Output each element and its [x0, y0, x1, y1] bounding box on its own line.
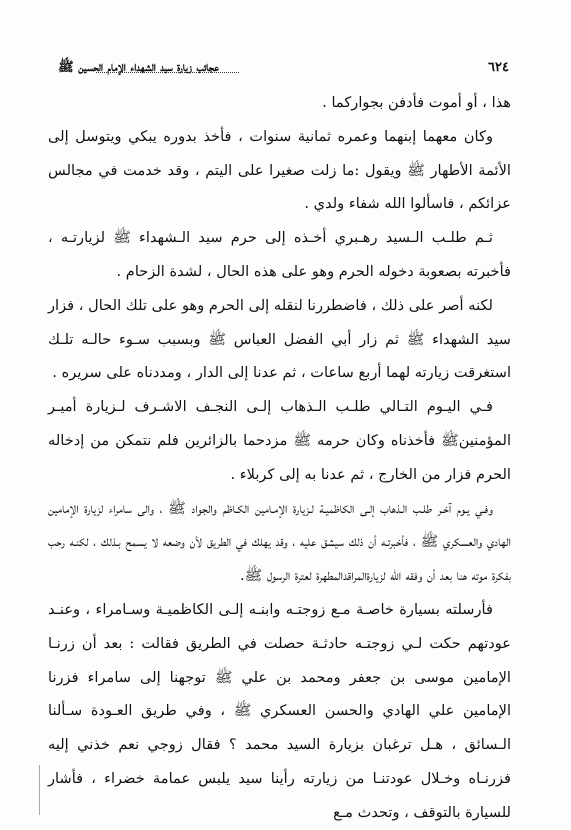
- paragraph: وفـي يـوم آخـر طلـب الـذهاب إلـى الكاظميـة لـزيارة الإمـامين الكـاظم والجواد ﷺ ، والى سامراء لزيارة الإمامين الهادي والعسكري ﷺ ، فأخبرتـه أن ذلك سيشق عليه ، وقد يهلك في الطريق لأن وضعه لا يسمح بـذلك ، لكنـه رحب بفكرة موته هنا بعد أن وفقه الله لزيارةالمراقدالمطهرة لعترة الرسول ﷺ.: [48, 499, 511, 585]
- body-text: [48, 86, 511, 830]
- paragraph: هذا ، أو أموت فأدفن بجواركما .: [322, 94, 511, 111]
- page-number: ٦٢٤: [488, 60, 509, 75]
- paragraph: ثـم طلـب الـسيد رهـبري أخـذه إلى حرم سيد الـشهداء ﷺ لزيارتـه ، فأخبرته بصعوبة دخوله الحرم وهو على هذه الحال ، لشدة الزحام .: [48, 229, 511, 280]
- paragraph: فأرسلته بسيارة خاصـة مـع زوجتـه وابنـه إلـى الكاظميـة وسـامراء ، وعنـد عودتهم حكت لـي زوجتـه حادثـة حصلت في الطريق فقالت : بعد أن زرنـا الإمامين موسى بن جعفر ومحمد بن علي ﷺ توجهنا إلى سامراء فزرنا الإمامين علي الهادي والحسن العسكري ﷺ ، وفي طريق العـودة سـألنا الـسائق ، هـل ترغبان بزيارة السيد محمد ؟ فقال زوجي نعم خذني إليه فزرنـاه وخـلال عودتنـا من زيارته رأينا سيد يلبس عمامة خضراء ، فأشار للسيارة بالتوقف ، وتحدث مـع: [48, 600, 511, 821]
- margin-line: [39, 765, 40, 815]
- paragraph: فـي اليـوم التـالي طلـب الـذهاب إلـى النجـف الاشـرف لـزيارة أميـر المؤمنينﷺ فأخذناه وكان حرمه ﷺ مزدحما بالزائرين فلم نتمكن من إدخاله الحرم فزار من الخارج ، ثم عدنا به إلى كربلاء .: [48, 398, 511, 483]
- header-dotted-leader: [96, 72, 239, 73]
- header-title: عجائب زيارة سيد الشهداء الإمام الحسين ﷺ: [58, 60, 219, 75]
- paragraph: لكنه أصر على ذلك ، فاضطررنا لنقله إلى الحرم وهو على تلك الحال ، فزار سيد الشهداء ﷺ ثم زار أبي الفضل العباس ﷺ وبسبب سـوء حالـه تلـك استغرقت زيارته لهما أربع ساعات ، ثم عدنا إلى الدار ، ومددناه على سريره .: [48, 296, 511, 382]
- running-header: [58, 60, 509, 76]
- paragraph: وكان معهما إبنهما وعمره ثمانية سنوات ، فأخذ بدوره يبكي ويتوسل إلى الأئمة الأطهار ﷺ ويقول :ما زلت صغيرا على اليتم ، وقد خدمت في مجالس عزائكم ، فاسألوا الله شفاء ولدي .: [48, 127, 511, 213]
